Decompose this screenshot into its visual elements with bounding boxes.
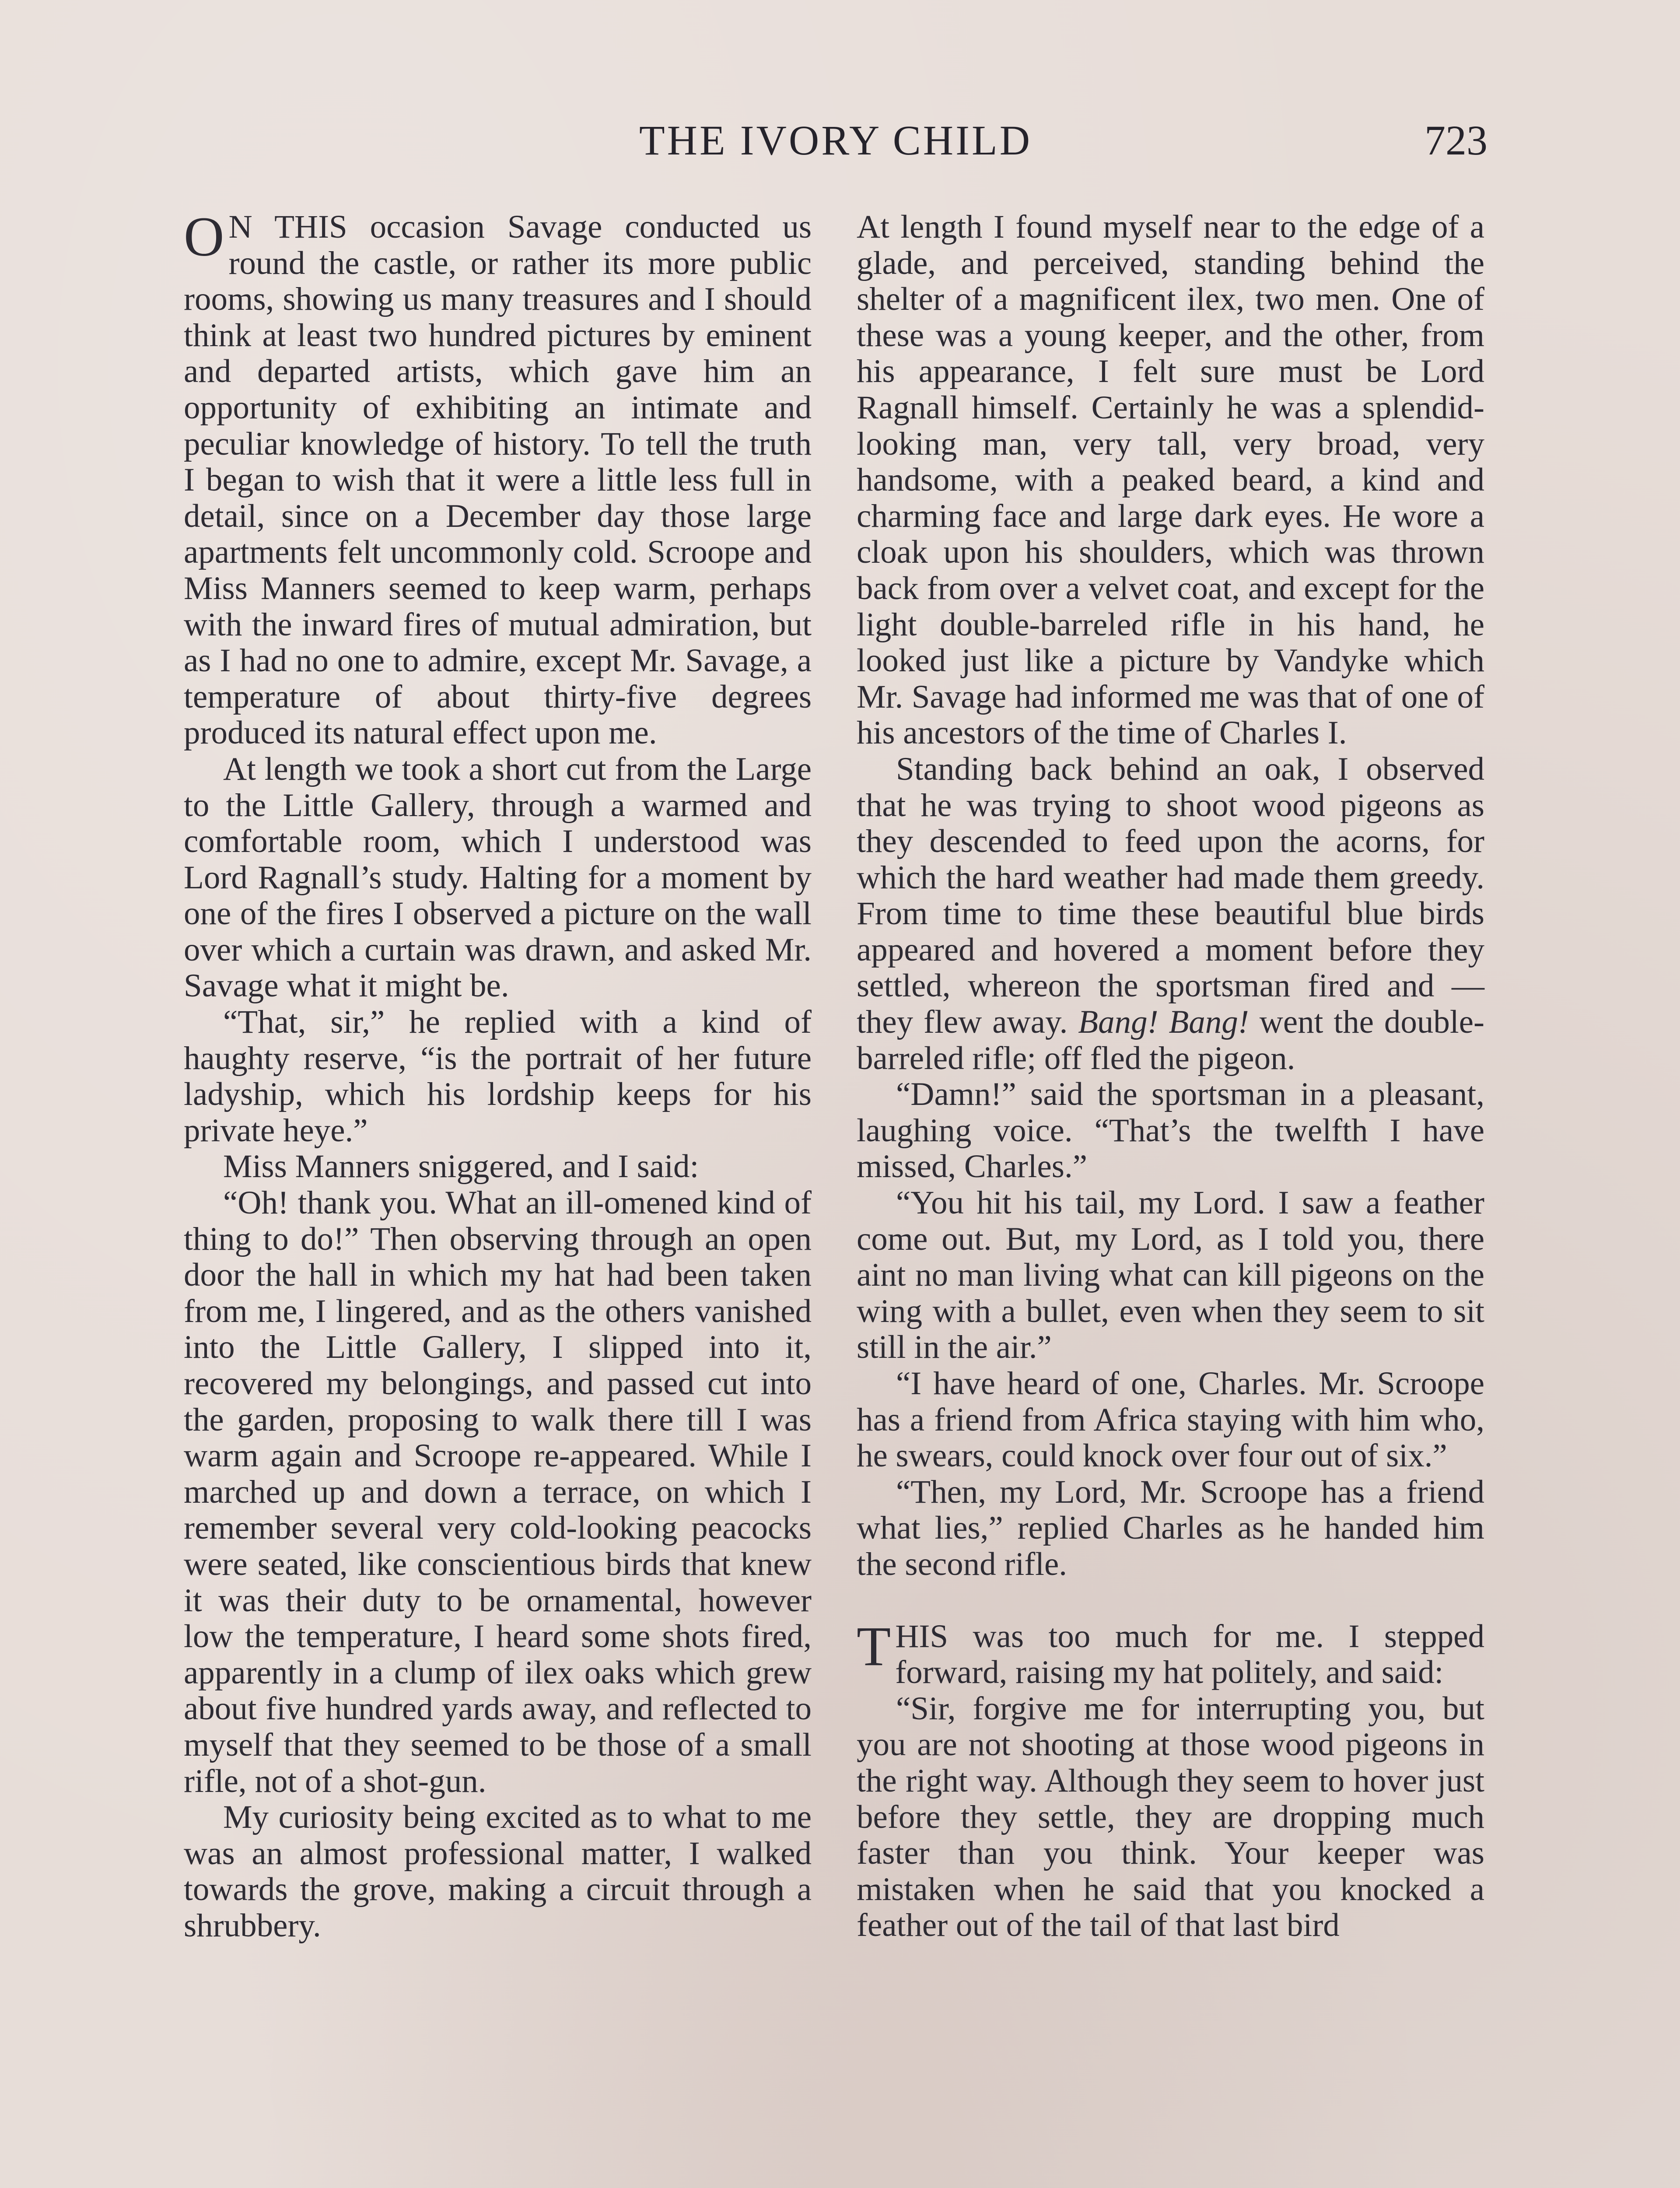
paragraph-text: HIS was too much for me. I stepped forward, raising my hat politely, and said: [895, 1618, 1484, 1691]
paragraph-text: N THIS occasion Savage conducted us round the castle, or rather its more public rooms, showing us many treasures and I should think at least two hundred pictures by eminent and departed artists, which gave him an opportunity of exhibiting an intimate and peculiar knowledge of history. To tell the truth I began to wish that it were a little less full in detail, since on a December day those large apartments felt uncommonly cold. Scroope and Miss Manners seemed to keep warm, perhaps with the inward fires of mutual admiration, but as I had no one to admire, except Mr. Savage, a temperature of about thirty-five degrees produced its natural effect upon me. [184, 209, 812, 751]
italic-text: Bang! Bang! [1078, 1004, 1249, 1041]
page-number: 723 [1424, 117, 1488, 164]
paragraph: My curiosity being excited as to what to me was an almost professional matter, I walked towards the grove, making a circuit through a shrubbery. [184, 1799, 812, 1944]
running-title: THE IVORY CHILD [639, 117, 1032, 164]
left-column [184, 206, 812, 1944]
paragraph: “Sir, forgive me for interrupting you, but you are not shooting at those wood pigeons in the right way. Although they seem to hover just before they settle, they are dropping much faster than you think. Your keeper was mistaken when he said that you knocked a feather out of the tail of that last bird [857, 1690, 1484, 1944]
paragraph [857, 751, 1484, 1076]
paragraph: “Oh! thank you. What an ill-omened kind of thing to do!” Then observing through an open door the hall in which my hat had been taken from me, I lingered, and as the others vanished into the Little Gallery, I slipped into it, recovered my belongings, and passed cut into the garden, proposing to walk there till I was warm again and Scroope re-appeared. While I marched up and down a terrace, on which I remember several very cold-looking peacocks were seated, like conscientious birds that knew it was their duty to be ornamental, however low the temperature, I heard some shots fired, apparently in a clump of ilex oaks which grew about five hundred yards away, and reflected to myself that they seemed to be those of a small rifle, not of a shot-gun. [184, 1185, 812, 1799]
paragraph: “I have heard of one, Charles. Mr. Scroope has a friend from Africa staying with him who, he swears, could knock over four out of six.” [857, 1365, 1484, 1474]
paragraph: Miss Manners sniggered, and I said: [223, 1148, 699, 1185]
paragraph-text: Standing back behind an oak, I observed that he was trying to shoot wood pigeons as they descended to feed upon the acorns, for which the hard weather had made them greedy. From time to time these beautiful blue birds appeared and hovered a moment before they settled, whereon the sportsman fired and —they flew away. [857, 750, 1484, 1041]
paragraph: At length we took a short cut from the Large to the Little Gallery, through a warmed and comfortable room, which I understood was Lord Ragnall’s study. Halting for a moment by one of the fires I observed a picture on the wall over which a curtain was drawn, and asked Mr. Savage what it might be. [184, 750, 812, 1004]
paragraph: “You hit his tail, my Lord. I saw a feather come out. But, my Lord, as I told you, there aint no man living what can kill pigeons on the wing with a bullet, even when they seem to sit still in the air.” [857, 1185, 1484, 1366]
drop-cap: T [857, 1615, 891, 1677]
paragraph: “That, sir,” he replied with a kind of haughty reserve, “is the portrait of her future ladyship, which his lordship keeps for his private heye.” [184, 1004, 812, 1149]
page-header [184, 116, 1488, 177]
right-column [857, 209, 1484, 1944]
paragraph: “Then, my Lord, Mr. Scroope has a friend what lies,” replied Charles as he handed him the second rifle. [857, 1473, 1484, 1582]
paragraph [184, 206, 812, 751]
drop-cap: O [184, 206, 224, 268]
paragraph [857, 1615, 1484, 1691]
paragraph-text: went the double-barreled rifle; off fled the pigeon. [857, 1004, 1485, 1076]
paragraph: “Damn!” said the sportsman in a pleasant, laughing voice. “That’s the twelfth I have missed, Charles.” [857, 1076, 1484, 1185]
paragraph: At length I found myself near to the edge of a glade, and perceived, standing behind the shelter of a magnificent ilex, two men. One of these was a young keeper, and the other, from his appearance, I felt sure must be Lord Ragnall himself. Certainly he was a splendid-looking man, very tall, very broad, very handsome, with a peaked beard, a kind and charming face and large dark eyes. He wore a cloak upon his shoulders, which was thrown back from over a velvet coat, and except for the light double-barreled rifle in his hand, he looked just like a picture by Vandyke which Mr. Savage had informed me was that of one of his ancestors of the time of Charles I. [857, 209, 1484, 751]
